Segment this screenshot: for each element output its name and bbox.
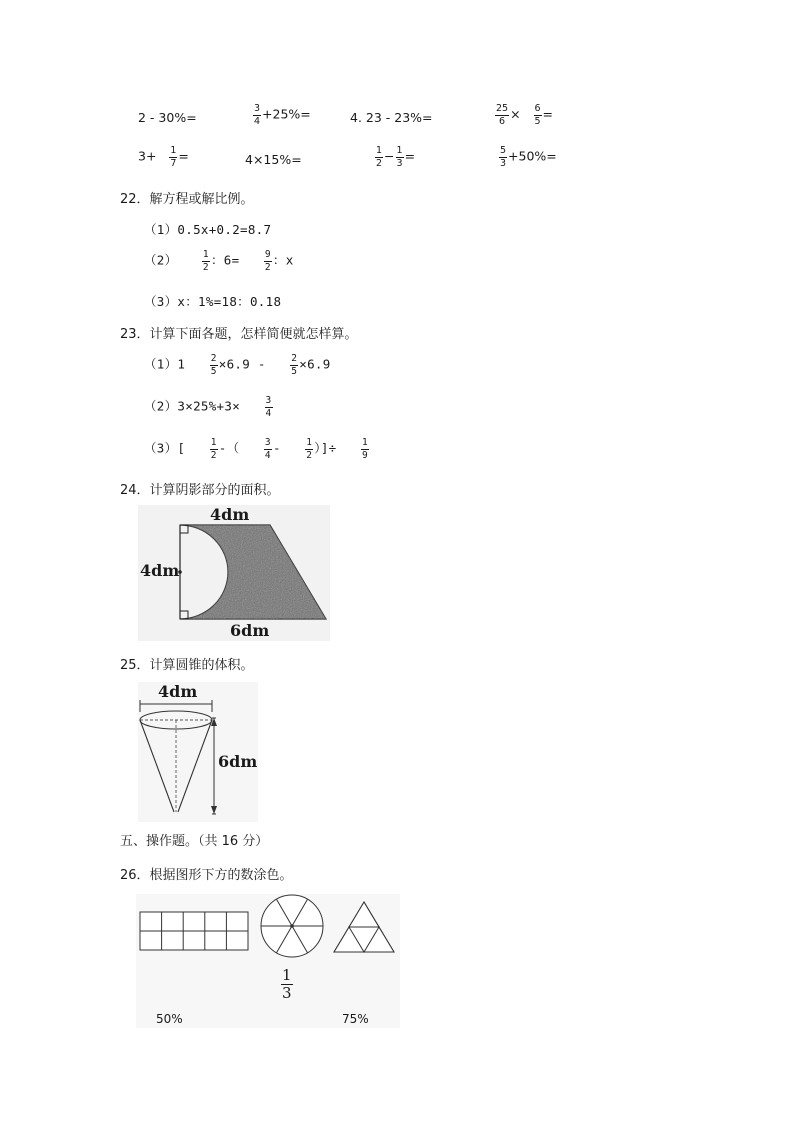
fraction: $\frac{2}{5}$ — [210, 353, 217, 377]
cone-label-diameter: 4dm — [158, 682, 198, 701]
fraction: $\frac{3}{4}$ — [265, 395, 272, 419]
q22-title: 22．解方程或解比例。 — [120, 192, 254, 207]
figure-label-bottom: 6dm — [230, 621, 270, 640]
q22-part2: （2） $\frac{1}{2}$ ：6= $\frac{9}{2}$ ：x — [144, 249, 294, 273]
fraction: $\frac{2}{5}$ — [291, 353, 298, 377]
fraction: $\frac{3}{4}$ — [254, 103, 261, 127]
coloring-figures — [136, 894, 400, 1028]
shaded-trapezoid-figure — [138, 505, 330, 641]
circle-fraction-label — [280, 968, 294, 1001]
oral-calc-row1-d: $\frac{25}{6}$ × $\frac{6}{5}$ = — [496, 103, 554, 127]
figure-label-top: 4dm — [210, 505, 250, 524]
oral-calc-row1-a: 2 - 30%= — [138, 110, 197, 125]
q25-title: 25．计算圆锥的体积。 — [120, 658, 254, 673]
q23-title: 23．计算下面各题，怎样简便就怎样算。 — [120, 327, 358, 342]
oral-calc-row1-c: 4. 23 - 23%= — [350, 110, 433, 125]
coloring-shapes-diagram — [136, 894, 400, 1028]
q22-part3: （3）x：1%=18：0.18 — [144, 294, 282, 309]
oral-calc-row1-b: $\frac{3}{4}$ +25%= — [254, 103, 311, 127]
q23-part1: （1）1 $\frac{2}{5}$ ×6.9 - $\frac{2}{5}$ ×6.9 — [144, 353, 331, 377]
fraction: $\frac{1}{2}$ — [210, 437, 217, 461]
fraction: $\frac{3}{4}$ — [264, 437, 271, 461]
q26-title: 26．根据图形下方的数涂色。 — [120, 868, 293, 883]
fraction: $\frac{9}{2}$ — [264, 249, 271, 273]
oral-calc-row2-d: $\frac{5}{3}$ +50%= — [500, 145, 557, 169]
fraction: $\frac{1}{2}$ — [376, 145, 383, 169]
fraction: $\frac{1}{3}$ — [282, 966, 292, 1002]
fraction: $\frac{1}{2}$ — [306, 437, 313, 461]
q22-part1: （1）0.5x+0.2=8.7 — [144, 222, 272, 237]
cone-figure — [138, 682, 258, 822]
rectangle-percent-label: 50% — [156, 1012, 183, 1026]
figure-label-left: 4dm — [140, 561, 180, 580]
cone-label-height: 6dm — [218, 752, 258, 771]
fraction: $\frac{1}{7}$ — [170, 145, 177, 169]
q23-part2: （2）3×25%+3× $\frac{3}{4}$ — [144, 395, 272, 419]
fraction: $\frac{1}{9}$ — [361, 437, 368, 461]
oral-calc-row2-b: 4×15%= — [245, 152, 302, 167]
fraction: $\frac{1}{3}$ — [396, 145, 403, 169]
q23-part3: （3）[ $\frac{1}{2}$ -（ $\frac{3}{4}$ - $\frac{1}{2}$ ）]÷ $\frac{1}{9}$ — [144, 437, 368, 461]
oral-calc-row2-c: $\frac{1}{2}$ − $\frac{1}{3}$ = — [376, 145, 416, 169]
oral-calc-row2-a: 3+ $\frac{1}{7}$ = — [138, 145, 189, 169]
fraction: $\frac{6}{5}$ — [534, 103, 541, 127]
section5-title: 五、操作题。（共 16 分） — [120, 834, 269, 849]
fraction: $\frac{1}{2}$ — [202, 249, 209, 273]
fraction: $\frac{5}{3}$ — [500, 145, 507, 169]
fraction: $\frac{25}{6}$ — [496, 103, 509, 127]
triangle-percent-label: 75% — [342, 1012, 369, 1026]
q24-title: 24．计算阴影部分的面积。 — [120, 483, 280, 498]
